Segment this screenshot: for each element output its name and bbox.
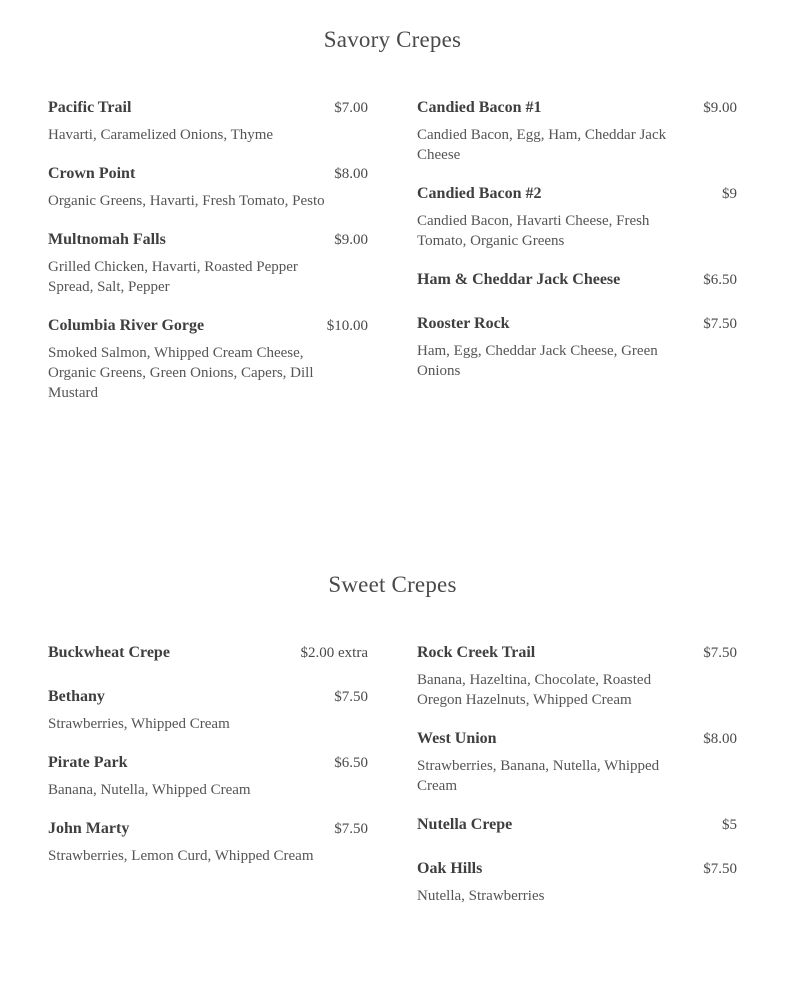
item-description: Havarti, Caramelized Onions, Thyme (48, 127, 274, 143)
item-description: Strawberries, Lemon Curd, Whipped Cream (48, 848, 314, 864)
item-price: $7.50 (703, 645, 737, 661)
menu-item (417, 185, 737, 251)
menu-item (417, 730, 737, 796)
item-description: Strawberries, Banana, Nutella, Whipped Cream (417, 758, 660, 794)
sweet-title: Sweet Crepes (328, 572, 457, 597)
item-name: Pacific Trail (48, 99, 132, 116)
menu-item (48, 754, 368, 800)
item-name: Crown Point (48, 165, 136, 182)
item-name: Rooster Rock (417, 315, 510, 332)
item-name: Oak Hills (417, 860, 483, 877)
item-price: $2.00 extra (300, 645, 368, 661)
item-price: $10.00 (326, 318, 368, 334)
item-price: $9.00 (703, 100, 737, 116)
item-name: John Marty (48, 820, 130, 837)
item-name: Columbia River Gorge (48, 317, 205, 334)
menu-item (417, 315, 737, 381)
item-description: Candied Bacon, Egg, Ham, Cheddar Jack Cheese (417, 127, 667, 163)
item-description: Smoked Salmon, Whipped Cream Cheese, Organic Greens, Green Onions, Capers, Dill Mustard (48, 345, 314, 401)
item-name: Candied Bacon #2 (417, 185, 542, 202)
menu-item (48, 99, 368, 145)
item-description: Grilled Chicken, Havarti, Roasted Pepper Spread, Salt, Pepper (48, 259, 298, 295)
item-name: Ham & Cheddar Jack Cheese (417, 271, 621, 288)
item-price: $7.50 (334, 689, 368, 705)
item-price: $6.50 (703, 272, 737, 288)
item-description: Banana, Hazeltina, Chocolate, Roasted Oregon Hazelnuts, Whipped Cream (417, 672, 652, 708)
item-price: $9 (722, 186, 737, 202)
item-price: $7.50 (703, 861, 737, 877)
menu-item (417, 271, 737, 295)
item-description: Candied Bacon, Havarti Cheese, Fresh Tomato, Organic Greens (417, 213, 650, 249)
menu-item (48, 820, 368, 866)
menu-item (48, 165, 368, 211)
item-name: Multnomah Falls (48, 231, 166, 248)
item-name: Buckwheat Crepe (48, 644, 170, 661)
savory-title: Savory Crepes (323, 27, 462, 52)
sweet-right-column (417, 644, 737, 926)
item-price: $5 (722, 817, 737, 833)
item-description: Nutella, Strawberries (417, 888, 545, 904)
item-price: $7.50 (703, 316, 737, 332)
item-price: $8.00 (334, 166, 368, 182)
item-description: Ham, Egg, Cheddar Jack Cheese, Green Onions (417, 343, 658, 379)
menu-item (48, 688, 368, 734)
item-price: $8.00 (703, 731, 737, 747)
item-price: $7.00 (334, 100, 368, 116)
item-price: $7.50 (334, 821, 368, 837)
menu-item (48, 317, 368, 403)
menu-item (48, 644, 368, 668)
item-name: Rock Creek Trail (417, 644, 536, 661)
item-price: $6.50 (334, 755, 368, 771)
menu-item (417, 860, 737, 906)
savory-right-column (417, 99, 737, 401)
item-description: Strawberries, Whipped Cream (48, 716, 230, 732)
savory-left-column (48, 99, 368, 423)
item-name: Pirate Park (48, 754, 128, 771)
item-description: Banana, Nutella, Whipped Cream (48, 782, 251, 798)
item-name: Nutella Crepe (417, 816, 513, 833)
item-name: West Union (417, 730, 497, 747)
item-price: $9.00 (334, 232, 368, 248)
menu-item (417, 99, 737, 165)
item-name: Candied Bacon #1 (417, 99, 542, 116)
menu-item (417, 644, 737, 710)
item-name: Bethany (48, 688, 105, 705)
item-description: Organic Greens, Havarti, Fresh Tomato, Pesto (48, 193, 325, 209)
menu-item (417, 816, 737, 840)
sweet-left-column (48, 644, 368, 886)
menu-item (48, 231, 368, 297)
